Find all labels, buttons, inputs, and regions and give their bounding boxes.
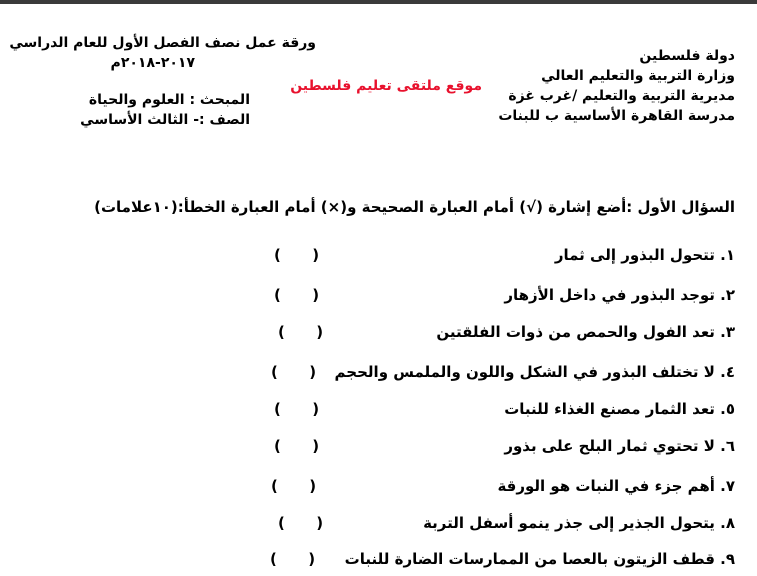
statement-3: ٣. تعد الفول والحمص من ذوات الفلقتين [436, 323, 735, 341]
question-title: السؤال الأول :أضع إشارة (√) أمام العبارة الصحيحة و(×) أمام العبارة الخطأ:(١٠علامات) [94, 198, 735, 216]
header-directorate: مديرية التربية والتعليم /غرب غزة [508, 88, 735, 104]
worksheet-title: ورقة عمل نصف الفصل الأول للعام الدراسي [9, 35, 316, 51]
statement-9: ٩. قطف الزيتون بالعصا من الممارسات الضارة للنبات [344, 550, 735, 568]
header-ministry: وزارة التربية والتعليم العالي [541, 68, 735, 84]
school-year: ٢٠١٧-٢٠١٨م [110, 55, 195, 71]
answer-blank-2[interactable]: ( ) [274, 286, 320, 304]
statement-4: ٤. لا تختلف البذور في الشكل واللون والملمس والحجم [334, 363, 735, 381]
statement-5: ٥. تعد الثمار مصنع الغذاء للنبات [504, 400, 735, 418]
statement-6: ٦. لا تحتوي ثمار البلح على بذور [504, 437, 735, 455]
statement-1: ١. تتحول البذور إلى ثمار [554, 246, 735, 264]
answer-blank-3[interactable]: ( ) [278, 323, 324, 341]
grade-label: الصف :- الثالث الأساسي [80, 112, 250, 128]
answer-blank-1[interactable]: ( ) [274, 246, 320, 264]
answer-blank-4[interactable]: ( ) [271, 363, 317, 381]
statement-8: ٨. يتحول الجذير إلى جذر ينمو أسفل التربة [423, 514, 735, 532]
answer-blank-6[interactable]: ( ) [274, 437, 320, 455]
top-border [0, 0, 757, 4]
site-name: موقع ملتقى تعليم فلسطين [290, 78, 482, 94]
header-country: دولة فلسطين [639, 48, 735, 64]
subject-label: المبحث : العلوم والحياة [88, 92, 250, 108]
statement-2: ٢. توجد البذور في داخل الأزهار [504, 286, 735, 304]
answer-blank-5[interactable]: ( ) [274, 400, 320, 418]
header-school: مدرسة القاهرة الأساسية ب للبنات [498, 108, 735, 124]
answer-blank-8[interactable]: ( ) [278, 514, 324, 532]
answer-blank-9[interactable]: ( ) [270, 550, 316, 568]
answer-blank-7[interactable]: ( ) [271, 477, 317, 495]
statement-7: ٧. أهم جزء في النبات هو الورقة [497, 477, 735, 495]
